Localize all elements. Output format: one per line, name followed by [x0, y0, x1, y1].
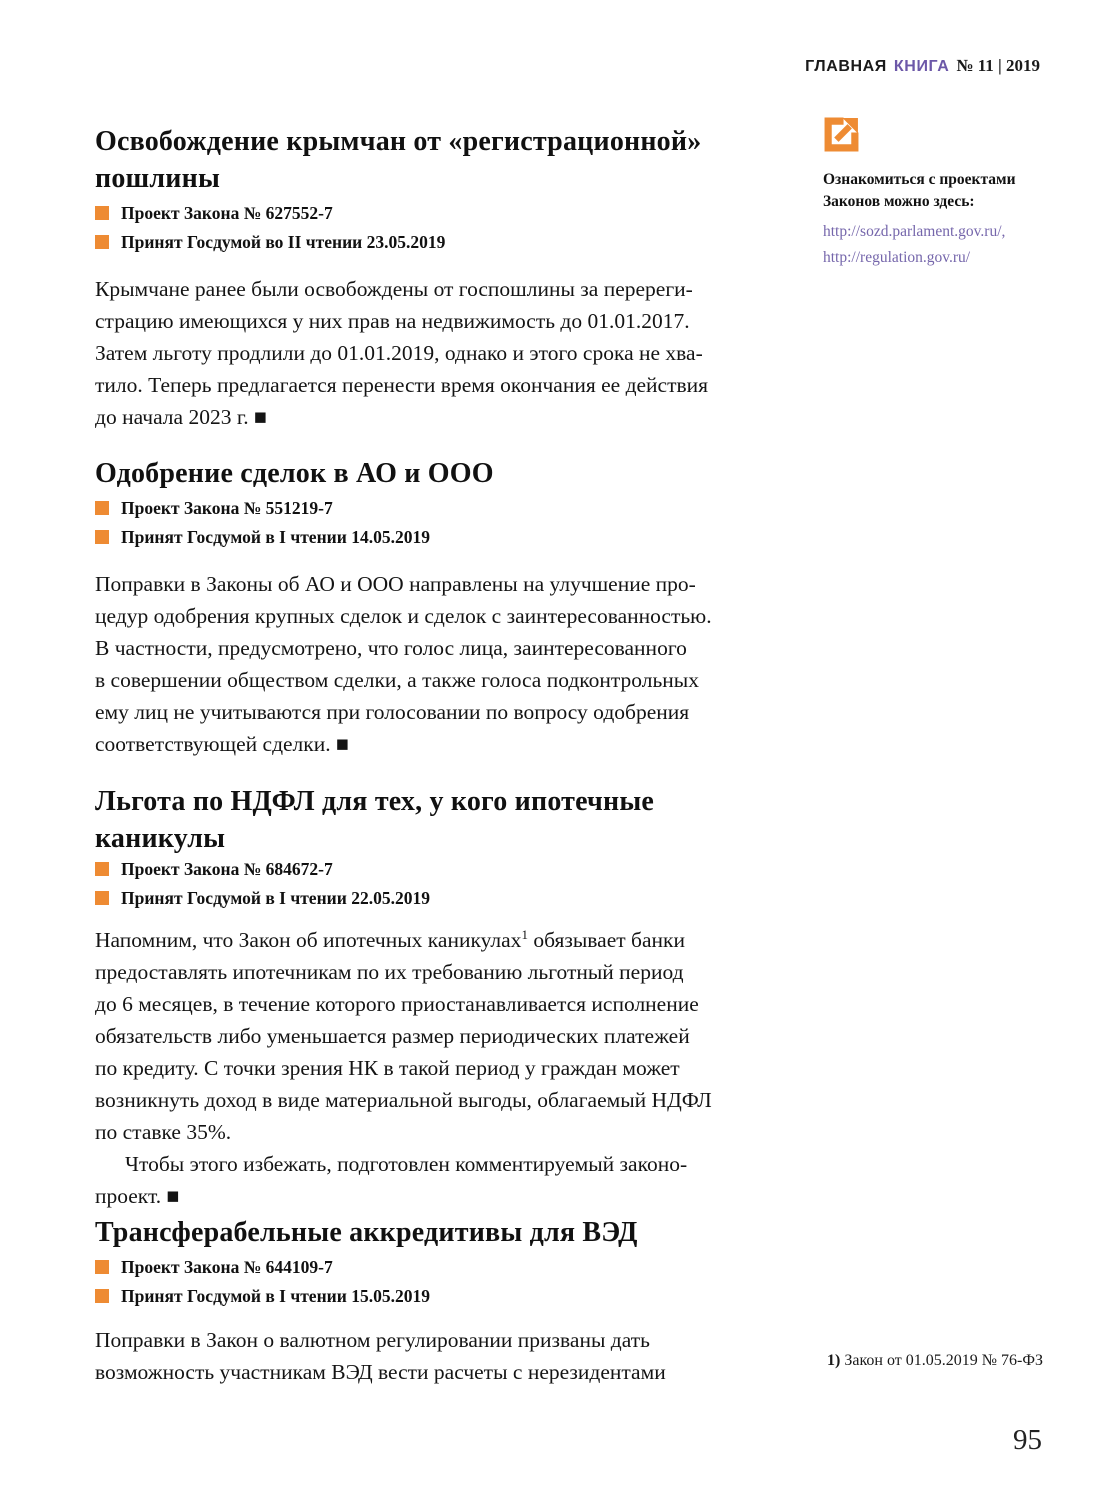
brand-name-purple: КНИГА — [893, 58, 950, 75]
main-column — [95, 0, 775, 1388]
body-line: страцию имеющихся у них прав на недвижимость до 01.01.2017. — [95, 309, 690, 333]
law-meta-row — [95, 498, 775, 518]
bullet-square-icon — [95, 501, 109, 515]
external-link-icon — [823, 116, 860, 153]
article-title-line: пошлины — [95, 163, 221, 194]
body-line: предоставлять ипотечникам по их требованию льготный период — [95, 960, 684, 984]
law-meta-list — [95, 1257, 775, 1306]
bullet-square-icon — [95, 1289, 109, 1303]
body-line: проект. ■ — [95, 1184, 180, 1208]
body-line: возможность участникам ВЭД вести расчеты с нерезидентами — [95, 1360, 666, 1384]
article-section — [95, 123, 775, 433]
body-line: В частности, предусмотрено, что голос лица, заинтересованного — [95, 636, 687, 660]
page-header — [805, 56, 1040, 76]
law-meta-row — [95, 1286, 775, 1306]
body-line: возникнуть доход в виде материальной выгоды, облагаемый НДФЛ — [95, 1088, 712, 1112]
bullet-square-icon — [95, 891, 109, 905]
article-title-line: Одобрение сделок в АО и ООО — [95, 458, 494, 489]
bullet-square-icon — [95, 862, 109, 876]
law-meta-row — [95, 232, 775, 252]
sidebar-links — [823, 219, 1058, 271]
body-text: обязывает банки — [527, 928, 685, 952]
body-line: цедур одобрения крупных сделок и сделок с заинтересованностью. — [95, 604, 712, 628]
law-reading-status: Принят Госдумой в I чтении 15.05.2019 — [121, 1285, 430, 1306]
body-line: Чтобы этого избежать, подготовлен комментируемый законо- — [125, 1152, 688, 1176]
law-meta-row — [95, 859, 775, 879]
body-line: Крымчане ранее были освобождены от госпошлины за перереги- — [95, 277, 693, 301]
body-line: Поправки в Закон о валютном регулировании призваны дать — [95, 1328, 650, 1352]
body-line: до начала 2023 г. ■ — [95, 405, 267, 429]
article-title-line: каникулы — [95, 823, 226, 854]
sidebar — [823, 116, 1058, 271]
law-meta-row — [95, 527, 775, 547]
body-line-with-footnote-ref — [95, 924, 775, 956]
body-line: по кредиту. С точки зрения НК в такой период у граждан может — [95, 1056, 680, 1080]
law-project-number: Проект Закона № 684672-7 — [121, 858, 333, 879]
article-body — [95, 924, 775, 1212]
article-title — [95, 455, 775, 492]
body-line: по ставке 35%. — [95, 1120, 232, 1144]
sidebar-note — [823, 169, 1058, 213]
law-meta-row — [95, 203, 775, 223]
law-meta-list — [95, 498, 775, 547]
body-line: в совершении обществом сделки, а также голоса подконтрольных — [95, 668, 700, 692]
body-line: соответствующей сделки. ■ — [95, 732, 349, 756]
sidebar-link-regulation[interactable]: http://regulation.gov.ru/ — [823, 249, 971, 266]
article-title — [95, 783, 775, 857]
sidebar-link-sozd[interactable]: http://sozd.parlament.gov.ru/, — [823, 223, 1006, 240]
article-section — [95, 783, 775, 1212]
body-line: ему лиц не учитываются при голосовании по вопросу одобрения — [95, 700, 690, 724]
page-number: 95 — [1013, 1424, 1042, 1456]
article-title — [95, 123, 775, 197]
body-line: до 6 месяцев, в течение которого приостанавливается исполнение — [95, 992, 699, 1016]
article-title — [95, 1214, 775, 1251]
body-line: обязательств либо уменьшается размер периодических платежей — [95, 1024, 690, 1048]
article-section — [95, 455, 775, 760]
law-reading-status: Принят Госдумой во II чтении 23.05.2019 — [121, 231, 446, 252]
issue-number: № 11 | 2019 — [956, 56, 1040, 75]
bullet-square-icon — [95, 235, 109, 249]
article-title-line: Трансферабельные аккредитивы для ВЭД — [95, 1217, 638, 1248]
footnote-text: Закон от 01.05.2019 № 76-ФЗ — [840, 1352, 1043, 1369]
law-meta-list — [95, 859, 775, 908]
body-text: Напомним, что Закон об ипотечных каникулах — [95, 928, 522, 952]
bullet-square-icon — [95, 206, 109, 220]
law-project-number: Проект Закона № 551219-7 — [121, 497, 333, 518]
law-project-number: Проект Закона № 644109-7 — [121, 1256, 333, 1277]
article-title-line: Освобождение крымчан от «регистрационной» — [95, 126, 702, 157]
footnote — [827, 1352, 1043, 1370]
law-reading-status: Принят Госдумой в I чтении 14.05.2019 — [121, 526, 430, 547]
article-section — [95, 1214, 775, 1388]
article-title-line: Льгота по НДФЛ для тех, у кого ипотечные — [95, 786, 655, 817]
article-body — [95, 273, 775, 433]
law-meta-list — [95, 203, 775, 252]
bullet-square-icon — [95, 530, 109, 544]
footnote-marker: 1) — [827, 1352, 841, 1369]
law-reading-status: Принят Госдумой в I чтении 22.05.2019 — [121, 887, 430, 908]
bullet-square-icon — [95, 1260, 109, 1274]
sidebar-note-line: Ознакомиться с проектами — [823, 171, 1016, 188]
law-meta-row — [95, 888, 775, 908]
body-line: Затем льготу продлили до 01.01.2019, однако и этого срока не хва- — [95, 341, 703, 365]
law-project-number: Проект Закона № 627552-7 — [121, 202, 333, 223]
footnote-reference: 1 — [521, 926, 528, 942]
article-body — [95, 568, 775, 760]
sidebar-note-line: Законов можно здесь: — [823, 193, 975, 210]
brand-name-black: ГЛАВНАЯ — [805, 58, 887, 75]
article-body — [95, 1324, 775, 1388]
body-line: Поправки в Законы об АО и ООО направлены на улучшение про- — [95, 572, 696, 596]
law-meta-row — [95, 1257, 775, 1277]
body-line: тило. Теперь предлагается перенести время окончания ее действия — [95, 373, 709, 397]
